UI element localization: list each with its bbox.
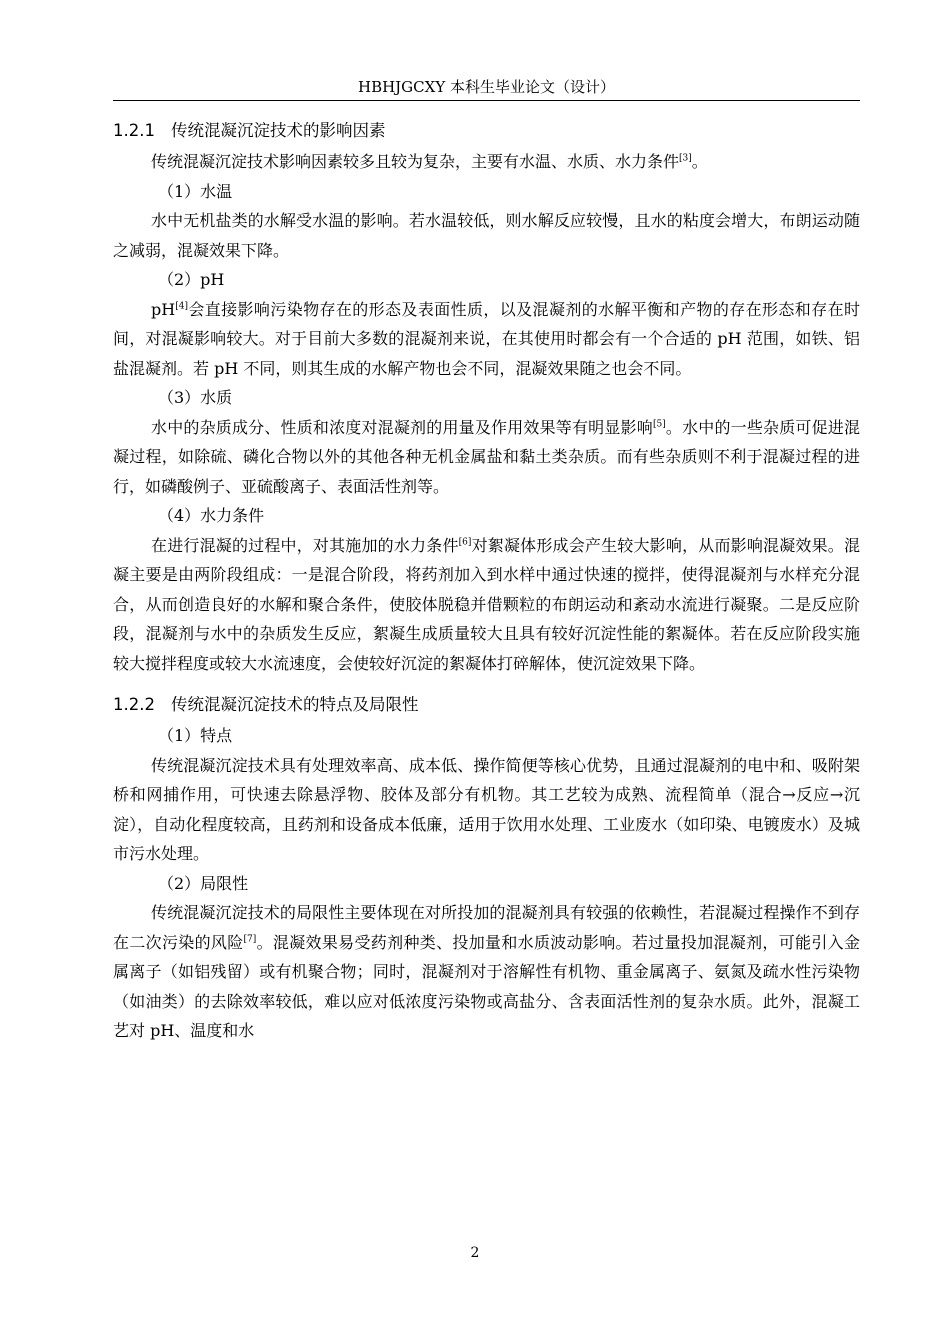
- citation-ref: [5]: [652, 419, 666, 430]
- subheading-hydraulic-conditions: （4）水力条件: [158, 506, 265, 525]
- citation-ref: [4]: [175, 301, 188, 312]
- paragraph-limitations: 传统混凝沉淀技术的局限性主要体现在对所投加的混凝剂具有较强的依赖性，若混凝过程操作不到存在二次污染的风险[7]。混凝效果易受药剂种类、投加量和水质波动影响。若过量投加混凝剂，可能引入金属离子（如铝残留）或有机聚合物；同时，混凝剂对于溶解性有机物、重金属离子、氨氮及疏水性污染物（如油类）的去除效率较低，难以应对低浓度污染物或高盐分、含表面活性剂的复杂水质。此外，混凝工艺对 pH、温度和水: [113, 903, 860, 1040]
- section-title: 传统混凝沉淀技术的影响因素: [170, 121, 386, 140]
- running-header: HBHJGCXY 本科生毕业论文（设计）: [357, 78, 615, 96]
- subheading-water-quality: （3）水质: [158, 388, 233, 407]
- citation-ref: [7]: [243, 934, 257, 945]
- section-number: 1.2.2: [113, 695, 155, 714]
- subheading-water-temperature: （1）水温: [158, 181, 233, 201]
- section-number: 1.2.1: [113, 121, 155, 140]
- paragraph-intro: 传统混凝沉淀技术影响因素较多且较为复杂，主要有水温、水质、水力条件[3]。: [151, 152, 708, 171]
- section-heading-1-2-1: [113, 116, 860, 146]
- page-body: [113, 116, 860, 1046]
- citation-ref: [3]: [679, 153, 692, 164]
- subheading-features: （1）特点: [158, 726, 233, 745]
- paragraph-ph: pH[4]会直接影响污染物存在的形态及表面性质，以及混凝剂的水解平衡和产物的存在形态和存在时间，对混凝影响较大。对于目前大多数的混凝剂来说，在其使用时都会有一个合适的 pH 范围，如铁、铝盐混凝剂。若 pH 不同，则其生成的水解产物也会不同，混凝效果随之也会不同。: [113, 299, 860, 378]
- paragraph-hydraulic-conditions: 在进行混凝的过程中，对其施加的水力条件[6]对絮凝体形成会产生较大影响，从而影响混凝效果。混凝主要是由两阶段组成：一是混合阶段，将药剂加入到水样中通过快速的搅拌，使得混凝剂与水样充分混合，从而创造良好的水解和聚合条件，使胶体脱稳并借颗粒的布朗运动和紊动水流进行凝聚。二是反应阶段，混凝剂与水中的杂质发生反应，絮凝生成质量较大且具有较好沉淀性能的絮凝体。若在反应阶段实施较大搅拌程度或较大水流速度，会使较好沉淀的絮凝体打碎解体，使沉淀效果下降。: [113, 535, 860, 673]
- paragraph-water-temperature: 水中无机盐类的水解受水温的影响。若水温较低，则水解反应较慢，且水的粘度会增大，布朗运动随之减弱，混凝效果下降。: [113, 211, 860, 260]
- paragraph-water-quality: 水中的杂质成分、性质和浓度对混凝剂的用量及作用效果等有明显影响[5]。水中的一些杂质可促进混凝过程，如除硫、磷化合物以外的其他各种无机金属盐和黏土类杂质。而有些杂质则不利于混凝过程的进行，如磷酸例子、亚硫酸离子、表面活性剂等。: [113, 417, 860, 496]
- section-title: 传统混凝沉淀技术的特点及局限性: [170, 695, 419, 714]
- subheading-ph: （2）pH: [158, 270, 225, 289]
- header-rule: [113, 100, 860, 101]
- section-heading-1-2-2: [113, 690, 860, 720]
- page-number: 2: [470, 1245, 480, 1261]
- citation-ref: [6]: [458, 537, 472, 548]
- paragraph-features: 传统混凝沉淀技术具有处理效率高、成本低、操作简便等核心优势，且通过混凝剂的电中和、吸附架桥和网捕作用，可快速去除悬浮物、胶体及部分有机物。其工艺较为成熟、流程简单（混合→反应→沉淀），自动化程度较高，且药剂和设备成本低廉，适用于饮用水处理、工业废水（如印染、电镀废水）及城市污水处理。: [113, 755, 860, 863]
- subheading-limitations: （2）局限性: [158, 873, 249, 893]
